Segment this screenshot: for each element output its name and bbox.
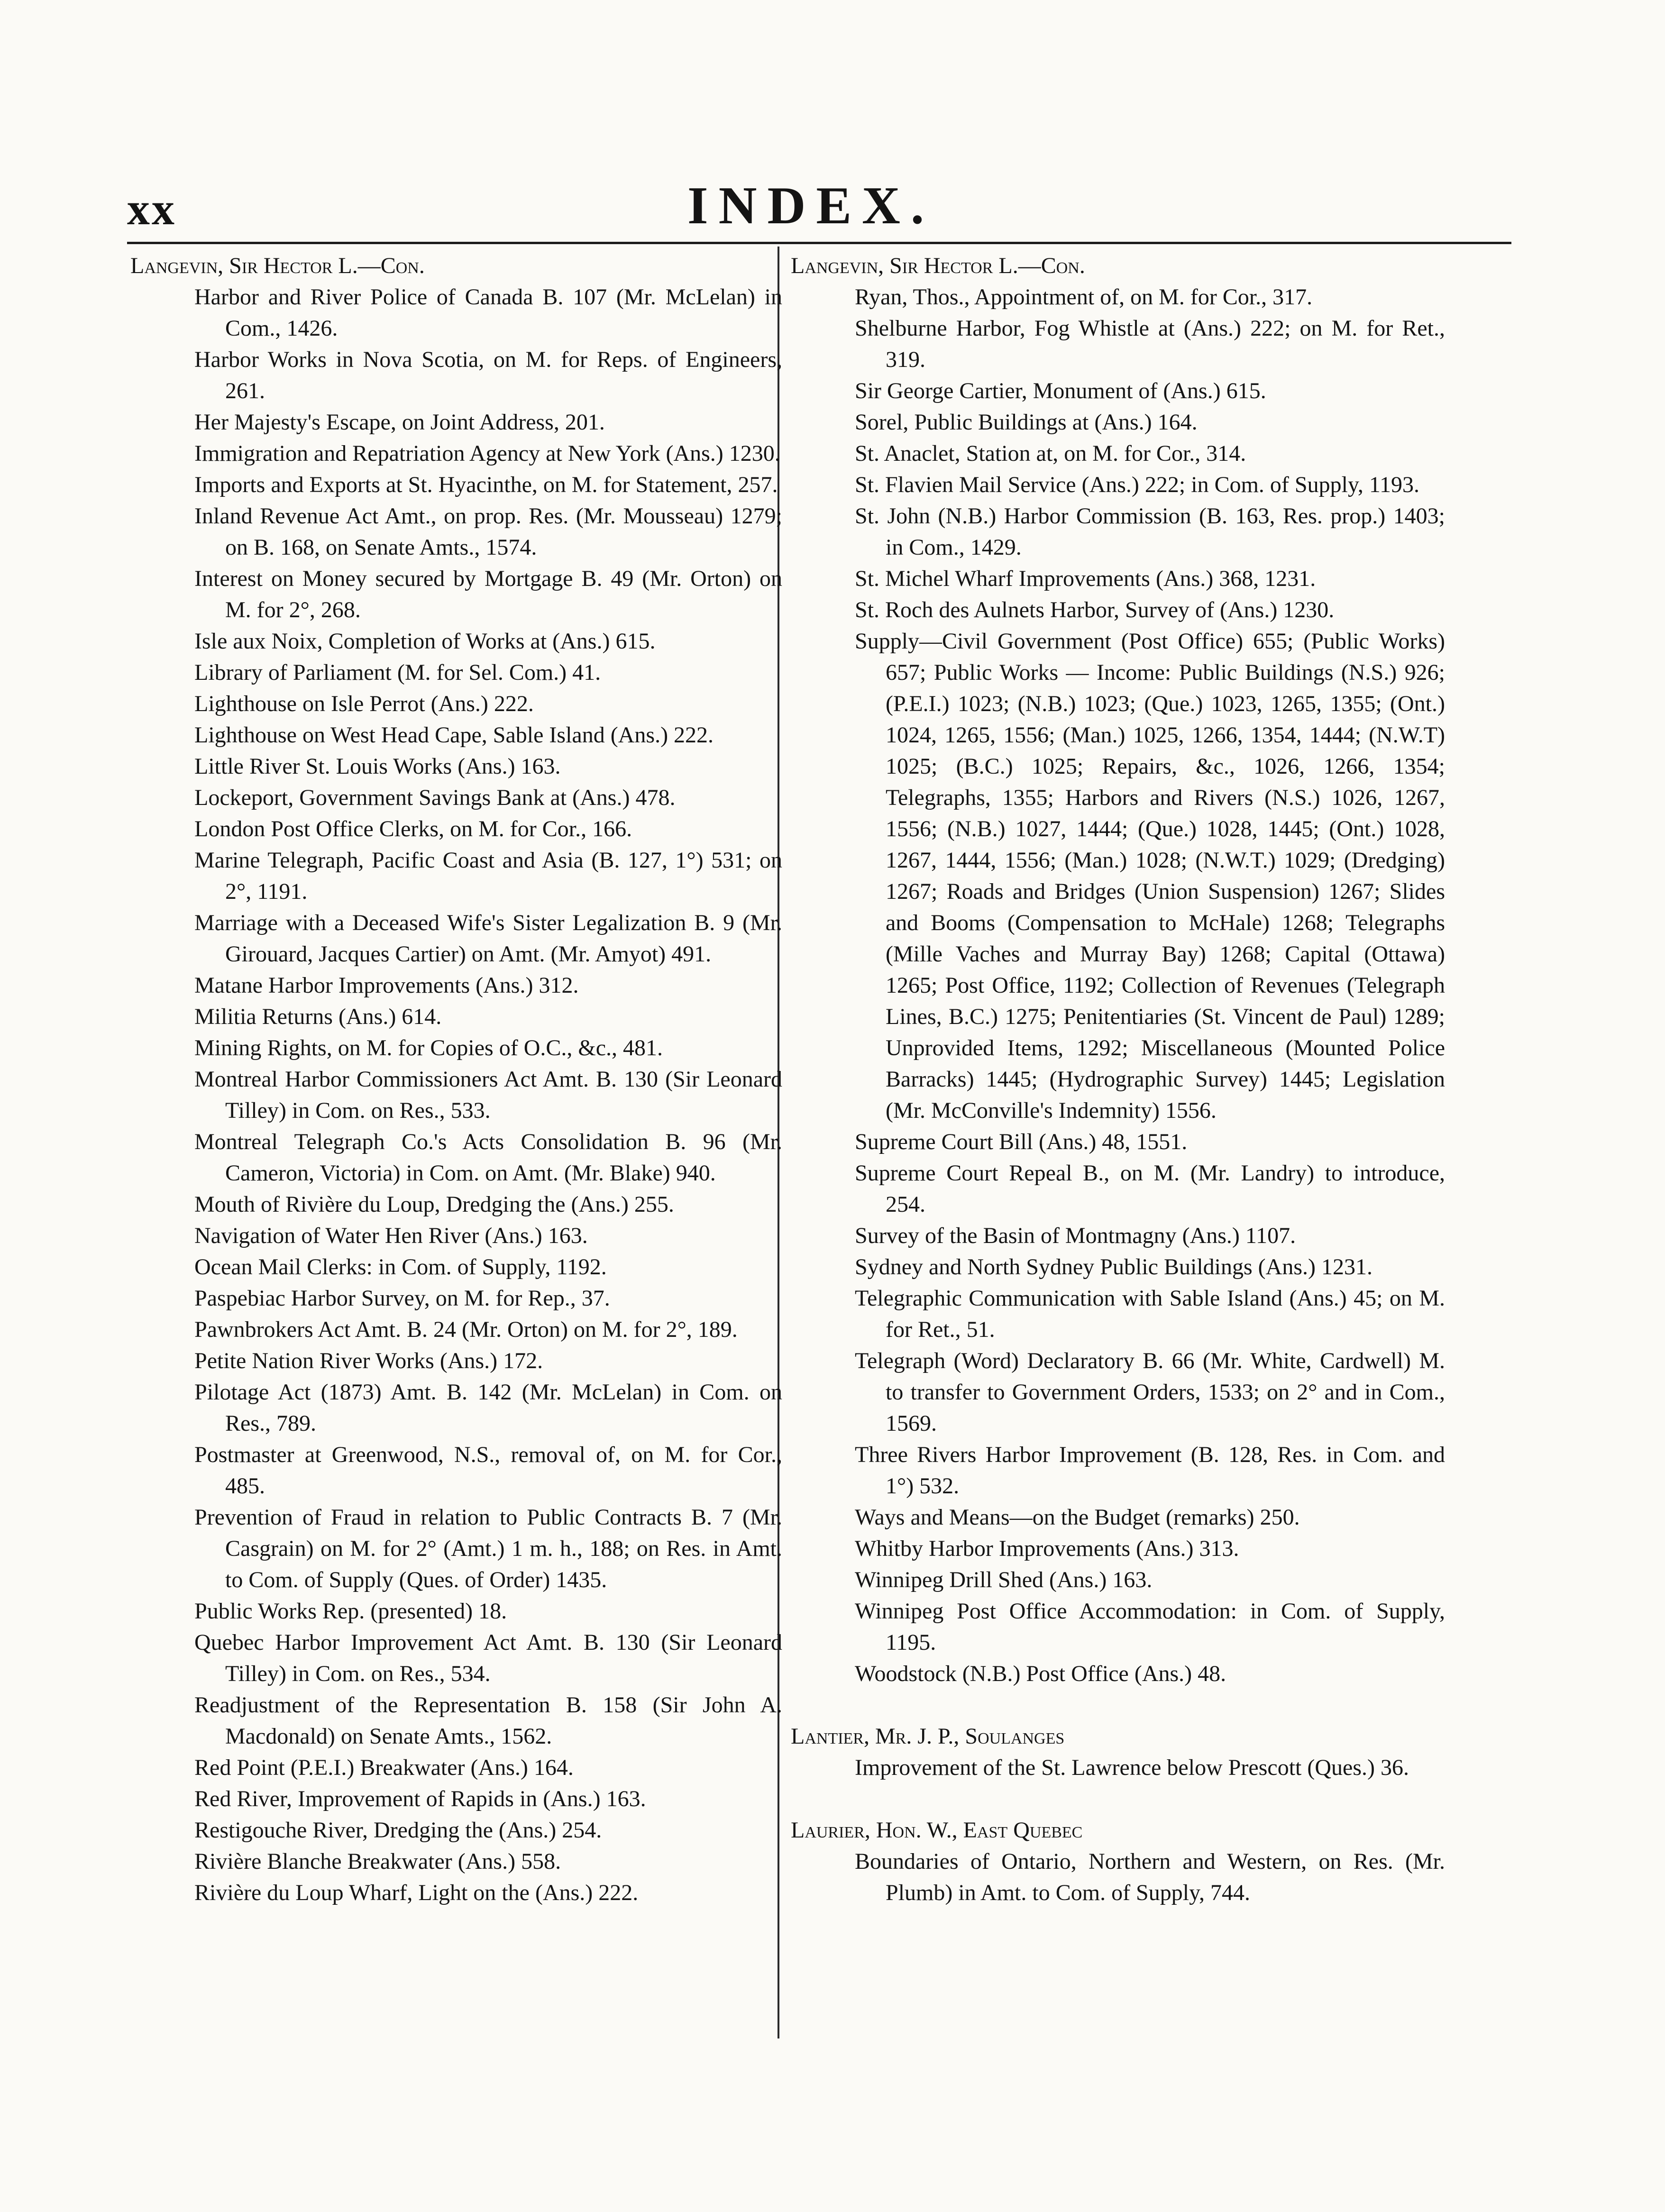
- index-entry: Immigration and Repatriation Agency at New York (Ans.) 1230.: [194, 441, 780, 466]
- index-entry: Pilotage Act (1873) Amt. B. 142 (Mr. McLelan) in Com. on Res., 789.: [194, 1380, 782, 1436]
- index-entry: Ryan, Thos., Appointment of, on M. for Cor., 317.: [855, 284, 1313, 310]
- index-entry: Lighthouse on West Head Cape, Sable Island (Ans.) 222.: [194, 722, 714, 748]
- index-entry: Whitby Harbor Improvements (Ans.) 313.: [855, 1536, 1239, 1561]
- index-entry: Sydney and North Sydney Public Buildings (Ans.) 1231.: [855, 1254, 1372, 1280]
- index-entry: Rivière du Loup Wharf, Light on the (Ans.) 222.: [194, 1880, 639, 1905]
- index-entry: Telegraphic Communication with Sable Island (Ans.) 45; on M. for Ret., 51.: [855, 1286, 1445, 1342]
- index-entry: St. Roch des Aulnets Harbor, Survey of (Ans.) 1230.: [855, 597, 1335, 622]
- index-heading: Laurier, Hon. W., East Quebec: [791, 1818, 1083, 1843]
- index-entry: Petite Nation River Works (Ans.) 172.: [194, 1348, 543, 1373]
- index-entry: Postmaster at Greenwood, N.S., removal of, on M. for Cor., 485.: [194, 1442, 782, 1499]
- left-column: [130, 250, 782, 1909]
- index-entry: Pawnbrokers Act Amt. B. 24 (Mr. Orton) on M. for 2°, 189.: [194, 1317, 738, 1342]
- index-entry: Marine Telegraph, Pacific Coast and Asia (B. 127, 1°) 531; on 2°, 1191.: [194, 848, 782, 904]
- index-entry: Montreal Harbor Commissioners Act Amt. B. 130 (Sir Leonard Tilley) in Com. on Res., 533.: [194, 1067, 782, 1123]
- index-entry: Improvement of the St. Lawrence below Prescott (Ques.) 36.: [855, 1755, 1409, 1780]
- header-rule: [127, 242, 1511, 244]
- index-entry: St. Michel Wharf Improvements (Ans.) 368, 1231.: [855, 566, 1316, 591]
- index-entry: Supreme Court Repeal B., on M. (Mr. Landry) to introduce, 254.: [855, 1161, 1445, 1217]
- index-entry: Lockeport, Government Savings Bank at (Ans.) 478.: [194, 785, 676, 810]
- index-entry: Telegraph (Word) Declaratory B. 66 (Mr. White, Cardwell) M. to transfer to Government Orders, 1533; on 2° and in Com., 1569.: [855, 1348, 1445, 1436]
- index-entry: Boundaries of Ontario, Northern and Western, on Res. (Mr. Plumb) in Amt. to Com. of Supply, 744.: [855, 1849, 1445, 1905]
- page-number: xx: [127, 183, 176, 234]
- index-entry: Library of Parliament (M. for Sel. Com.) 41.: [194, 660, 601, 685]
- index-entry: St. John (N.B.) Harbor Commission (B. 163, Res. prop.) 1403; in Com., 1429.: [855, 503, 1445, 560]
- index-entry: Supply—Civil Government (Post Office) 655; (Public Works) 657; Public Works — Income: Public Buildings (N.S.) 926; (P.E.I.) 1023; (N.B.) 1023; (Que.) 1023, 1265, 1355; (Ont.) 1024, 1265, 1556; (Man.) 1025, 1266, 1354, 1444; (N.W.T) 1025; (B.C.) 1025; Repairs, &c., 1026, 1266, 1354; Telegraphs, 1355; Harbors and Rivers (N.S.) 1026, 1267, 1556; (N.B.) 1027, 1444; (Que.) 1028, 1445; (Ont.) 1028, 1267, 1444, 1556; (Man.) 1028; (N.W.T.) 1029; (Dredging) 1267; Roads and Bridges (Union Suspension) 1267; Slides and Booms (Compensation to McHale) 1268; Telegraphs (Mille Vaches and Murray Bay) 1268; Capital (Ottawa) 1265; Post Office, 1192; Collection of Revenues (Telegraph Lines, B.C.) 1275; Penitentiaries (St. Vincent de Paul) 1289; Unprovided Items, 1292; Miscellaneous (Mounted Police Barracks) 1445; (Hydrographic Survey) 1445; Legislation (Mr. McConville's Indemnity) 1556.: [855, 629, 1445, 1123]
- index-entry: Imports and Exports at St. Hyacinthe, on M. for Statement, 257.: [194, 472, 778, 497]
- index-entry: Isle aux Noix, Completion of Works at (Ans.) 615.: [194, 629, 656, 654]
- index-entry: Shelburne Harbor, Fog Whistle at (Ans.) 222; on M. for Ret., 319.: [855, 316, 1445, 372]
- index-heading: Langevin, Sir Hector L.—Con.: [130, 253, 425, 278]
- index-entry: Marriage with a Deceased Wife's Sister Legalization B. 9 (Mr. Girouard, Jacques Cartier) on Amt. (Mr. Amyot) 491.: [194, 910, 782, 967]
- index-heading: Lantier, Mr. J. P., Soulanges: [791, 1724, 1065, 1749]
- index-entry: Mouth of Rivière du Loup, Dredging the (Ans.) 255.: [194, 1192, 674, 1217]
- right-entry-list: [791, 282, 1445, 1690]
- index-entry: Mining Rights, on M. for Copies of O.C., &c., 481.: [194, 1035, 663, 1060]
- index-entry: Ways and Means—on the Budget (remarks) 250.: [855, 1505, 1300, 1530]
- index-entry: Winnipeg Post Office Accommodation: in Com. of Supply, 1195.: [855, 1599, 1445, 1655]
- spacer: [791, 1690, 1445, 1721]
- index-entry: Supreme Court Bill (Ans.) 48, 1551.: [855, 1129, 1188, 1154]
- index-entry: Ocean Mail Clerks: in Com. of Supply, 1192.: [194, 1254, 607, 1280]
- right-entry-list-3: [791, 1846, 1445, 1909]
- left-entry-list: [130, 282, 782, 1909]
- index-entry: London Post Office Clerks, on M. for Cor., 166.: [194, 816, 632, 841]
- index-entry: Quebec Harbor Improvement Act Amt. B. 130 (Sir Leonard Tilley) in Com. on Res., 534.: [194, 1630, 782, 1686]
- index-entry: Militia Returns (Ans.) 614.: [194, 1004, 442, 1029]
- index-heading: Langevin, Sir Hector L.—Con.: [791, 253, 1085, 278]
- index-entry: Montreal Telegraph Co.'s Acts Consolidation B. 96 (Mr. Cameron, Victoria) in Com. on Amt. (Mr. Blake) 940.: [194, 1129, 782, 1186]
- index-entry: Sir George Cartier, Monument of (Ans.) 615.: [855, 378, 1266, 403]
- index-entry: Her Majesty's Escape, on Joint Address, 201.: [194, 410, 605, 435]
- index-entry: Little River St. Louis Works (Ans.) 163.: [194, 754, 561, 779]
- index-entry: Public Works Rep. (presented) 18.: [194, 1599, 507, 1624]
- page-title: INDEX.: [687, 176, 934, 235]
- index-entry: Rivière Blanche Breakwater (Ans.) 558.: [194, 1849, 561, 1874]
- index-entry: St. Anaclet, Station at, on M. for Cor., 314.: [855, 441, 1246, 466]
- index-entry: Paspebiac Harbor Survey, on M. for Rep., 37.: [194, 1286, 610, 1311]
- index-entry: Restigouche River, Dredging the (Ans.) 254.: [194, 1818, 602, 1843]
- index-entry: Inland Revenue Act Amt., on prop. Res. (Mr. Mousseau) 1279; on B. 168, on Senate Amts., 1574.: [194, 503, 782, 560]
- right-column: [791, 250, 1445, 1909]
- index-entry: Readjustment of the Representation B. 158 (Sir John A. Macdonald) on Senate Amts., 1562.: [194, 1692, 782, 1749]
- index-entry: Interest on Money secured by Mortgage B. 49 (Mr. Orton) on M. for 2°, 268.: [194, 566, 782, 622]
- index-entry: Sorel, Public Buildings at (Ans.) 164.: [855, 410, 1198, 435]
- index-entry: Woodstock (N.B.) Post Office (Ans.) 48.: [855, 1661, 1226, 1686]
- right-entry-list-2: [791, 1752, 1445, 1783]
- index-entry: Navigation of Water Hen River (Ans.) 163.: [194, 1223, 588, 1248]
- index-entry: Red Point (P.E.I.) Breakwater (Ans.) 164.: [194, 1755, 574, 1780]
- index-entry: Winnipeg Drill Shed (Ans.) 163.: [855, 1567, 1153, 1592]
- index-entry: Harbor Works in Nova Scotia, on M. for Reps. of Engineers, 261.: [194, 347, 782, 403]
- index-entry: Prevention of Fraud in relation to Public Contracts B. 7 (Mr. Casgrain) on M. for 2° (Amt.) 1 m. h., 188; on Res. in Amt. to Com. of Supply (Ques. of Order) 1435.: [194, 1505, 782, 1592]
- index-entry: Survey of the Basin of Montmagny (Ans.) 1107.: [855, 1223, 1296, 1248]
- spacer: [791, 1783, 1445, 1815]
- index-entry: Three Rivers Harbor Improvement (B. 128, Res. in Com. and 1°) 532.: [855, 1442, 1445, 1499]
- index-entry: Matane Harbor Improvements (Ans.) 312.: [194, 973, 579, 998]
- index-entry: Harbor and River Police of Canada B. 107 (Mr. McLelan) in Com., 1426.: [194, 284, 782, 341]
- index-entry: Lighthouse on Isle Perrot (Ans.) 222.: [194, 691, 534, 716]
- index-entry: St. Flavien Mail Service (Ans.) 222; in Com. of Supply, 1193.: [855, 472, 1420, 497]
- index-entry: Red River, Improvement of Rapids in (Ans.) 163.: [194, 1786, 646, 1811]
